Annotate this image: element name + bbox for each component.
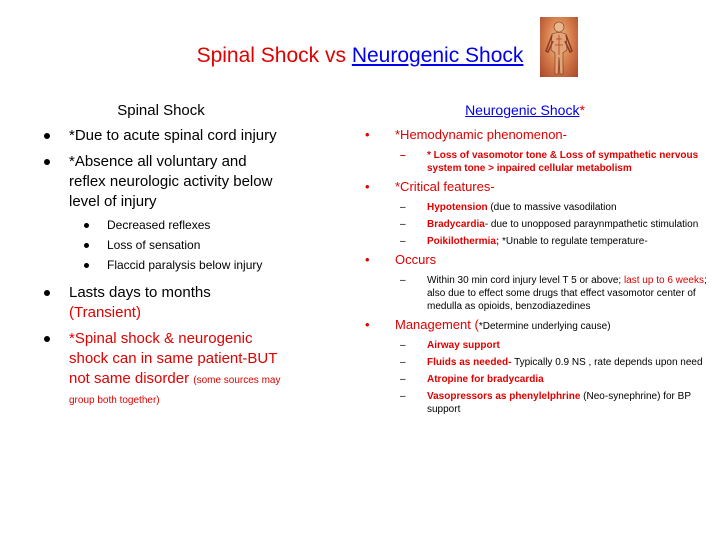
sub-item — [365, 201, 715, 214]
bullet-icon — [44, 290, 50, 296]
bullet-icon — [84, 263, 89, 268]
sub-item-red: last up to 6 weeks — [623, 275, 704, 286]
dash-icon: – — [400, 219, 406, 230]
item-text: Lasts days to months — [69, 284, 211, 301]
dash-icon: – — [400, 150, 406, 161]
bullet-icon — [44, 336, 50, 342]
item-red-text: *Spinal shock & neurogenic shock can in same patient-BUT not same disorder — [69, 330, 278, 387]
heading-link[interactable]: Neurogenic Shock — [465, 102, 580, 118]
item-text: Occurs — [395, 252, 437, 267]
sub-item — [42, 258, 282, 273]
sub-item — [42, 218, 282, 233]
sub-item-bold: Vasopressors as phenylelphrine — [427, 391, 581, 402]
title-link[interactable]: Neurogenic Shock — [351, 44, 524, 67]
sub-item-bold: Atropine for bradycardia — [427, 374, 544, 385]
list-item — [42, 283, 282, 323]
sub-item — [365, 356, 715, 369]
bullet-icon — [84, 243, 89, 248]
sub-item-text: - due to unopposed paraynmpathetic stimulation — [484, 219, 699, 230]
dash-icon: – — [400, 374, 406, 385]
list-item — [365, 179, 715, 195]
bullet-icon — [44, 133, 50, 139]
sub-item-text: * Loss of vasomotor tone & Loss of sympathetic nervous system tone > inpaired cellular metabolism — [427, 150, 699, 174]
item-note: (some sources may group both together) — [69, 375, 281, 406]
list-item — [42, 126, 282, 146]
list-item — [365, 317, 715, 333]
sub-item — [365, 390, 715, 416]
sub-item-text: Loss of sensation — [107, 238, 201, 252]
list-item — [42, 329, 282, 409]
dash-icon: – — [400, 202, 406, 213]
spinal-shock-heading: Spinal Shock — [117, 102, 205, 119]
list-item — [42, 152, 282, 212]
spinal-shock-list — [42, 126, 282, 415]
bullet-icon: • — [365, 317, 370, 332]
sub-item-text: (Neo-synephrine) for BP support — [427, 391, 691, 415]
item-text: *Critical features- — [395, 179, 495, 194]
sub-item — [365, 373, 715, 386]
sub-item-text: ; also due to effect some drugs that effect vasomotor center of medulla as opioids, benzodiazedines — [427, 275, 707, 312]
sub-item-text: Decreased reflexes — [107, 218, 211, 232]
heading-star: * — [579, 102, 585, 118]
sub-item-bold: Bradycardia — [427, 219, 485, 230]
item-red-text: (Transient) — [69, 304, 141, 321]
sub-item-text: Typically 0.9 NS , rate depends upon need — [511, 357, 703, 368]
item-text: *Hemodynamic phenomenon- — [395, 127, 567, 142]
sub-item-bold: Fluids as needed- — [427, 357, 512, 368]
sub-item — [365, 149, 715, 175]
list-item — [365, 252, 715, 268]
sub-item — [42, 238, 282, 253]
bullet-icon — [44, 159, 50, 165]
dash-icon: – — [400, 275, 406, 286]
item-text: *Due to acute spinal cord injury — [69, 127, 277, 144]
dash-icon: – — [400, 357, 406, 368]
title-prefix: Spinal Shock vs — [196, 44, 352, 67]
sub-item-text: *Unable to regulate temperature- — [499, 236, 648, 247]
sub-item-bold: Airway support — [427, 340, 500, 351]
item-text: Management ( — [395, 317, 479, 332]
dash-icon: – — [400, 340, 406, 351]
sub-item-text: Flaccid paralysis below injury — [107, 258, 263, 272]
item-text: *Absence all voluntary and reflex neurologic activity below level of injury — [69, 153, 273, 210]
sub-item-text: (due to massive vasodilation — [487, 202, 617, 213]
sub-item — [365, 235, 715, 248]
neurogenic-shock-heading — [330, 102, 720, 118]
anatomy-figure-thumbnail — [540, 17, 578, 77]
sub-item — [365, 218, 715, 231]
item-note: *Determine underlying cause) — [478, 321, 611, 332]
bullet-icon: • — [365, 127, 370, 142]
dash-icon: – — [400, 391, 406, 402]
sub-item — [365, 339, 715, 352]
sub-item-bold: Poikilothermia; — [427, 236, 500, 247]
list-item — [365, 127, 715, 143]
neurogenic-shock-list — [365, 127, 715, 420]
bullet-icon — [84, 223, 89, 228]
sub-item-text: Within 30 min cord injury level T 5 or above; — [427, 275, 624, 286]
sub-item-bold: Hypotension — [427, 202, 488, 213]
bullet-icon: • — [365, 179, 370, 194]
dash-icon: – — [400, 236, 406, 247]
slide-title — [0, 44, 720, 68]
sub-item — [365, 274, 715, 313]
bullet-icon: • — [365, 252, 370, 267]
